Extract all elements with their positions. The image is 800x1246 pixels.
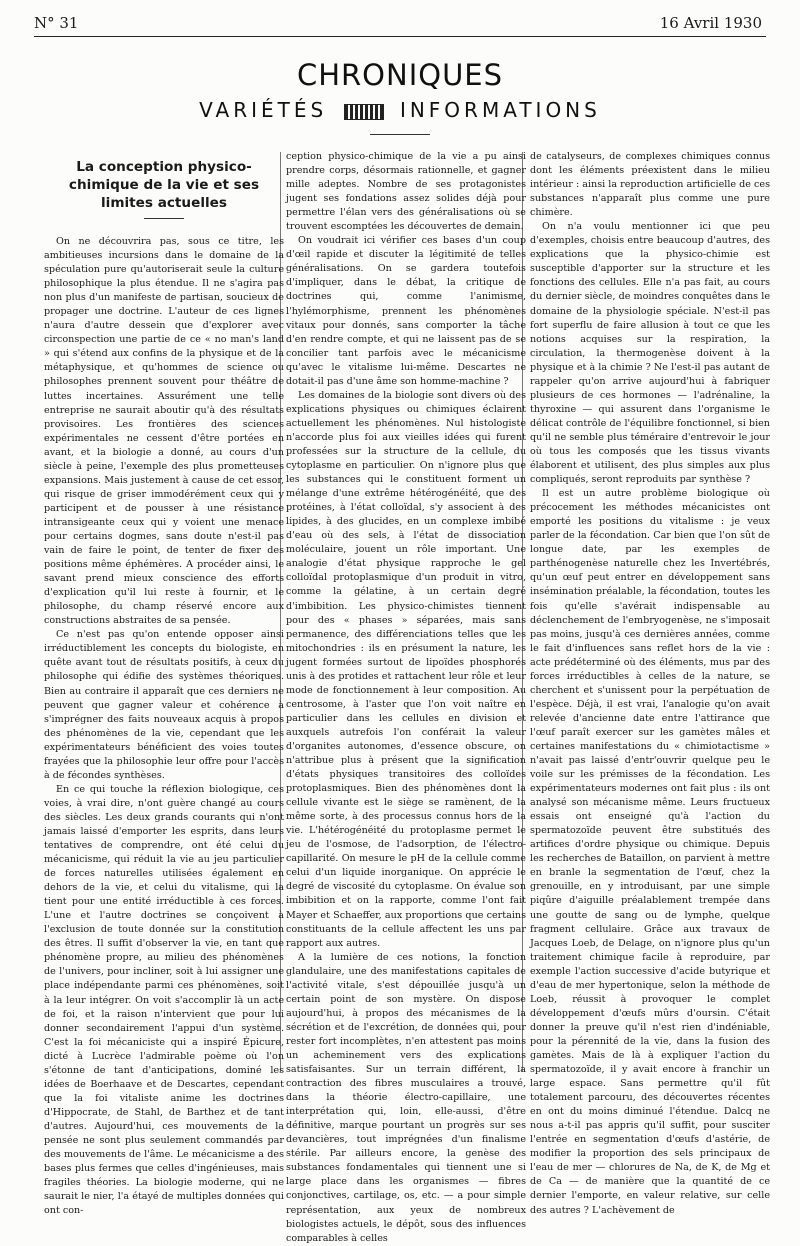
section-title: CHRONIQUES xyxy=(296,58,504,92)
paragraph: On n'a voulu mentionner ici que peu d'exemples, choisis entre beaucoup d'autres, des explications que la physico-chimie est susceptible d'apporter sur la structure et les fonctions des cellules. Elle n'a pas fait, au cours du dernier siècle, de moindres conquêtes dans le domaine de la physiologie spéciale. N'est-il pas fort superflu de faire allusion à tout ce que les notions acquises sur la respiration, la circulation, la thermogenèse doivent à la physique et à la chimie ? Ne l'est-il pas autant de rappeler qu'on arrive aujourd'hui à fabriquer plusieurs de ces hormones — l'adrénaline, la thyroxine — qui assurent dans l'organisme le délicat contrôle de l'équilibre fonctionnel, si bien qu'il ne semble plus téméraire d'entrevoir le jour où tous les composés que les tissus vivants élaborent et utilisent, des plus simples aux plus compliqués, seront reproduits par synthèse ? xyxy=(530,221,770,486)
issue-number: N° 31 xyxy=(34,14,79,32)
section-subtitle xyxy=(0,98,800,122)
header-rule xyxy=(34,36,766,37)
paragraph: A la lumière de ces notions, la fonction glandulaire, une des manifestations capitales de l'activité vitale, s'est dépouillée jusqu'à un certain point de son mystère. On dispose aujourd'hui, à propos des mécanismes de la sécrétion et de l'excrétion, de données qui, pour rester fort incomplètes, n'en attestent pas moins un acheminement vers des explications satisfaisantes. Sur un terrain différent, la contraction des fibres musculaires a trouvé, dans la théorie électro-capillaire, une interprétation qui, loin, elle-aussi, d'être définitive, marque pourtant un progrès sur ses devancières, tout imprégnées d'un finalisme stérile. Par ailleurs encore, la genèse des substances fondamentales qui tiennent une si large place dans les organismes — fibres conjonctives, cartilage, os, etc. — a pour simple représentation, aux yeux de nombreux biologistes actuels, le dépôt, sous des influences comparables à celles xyxy=(286,951,526,1244)
paragraph: On ne découvrira pas, sous ce titre, les ambitieuses incursions dans le domaine de la spéculation pure qu'autoriserait seule la culture philosophique la plus étendue. Il ne s'agira pas non plus d'un manifeste de partisan, soucieux de propager une doctrine. L'auteur de ces lignes n'aura d'autre dessein que d'explorer avec circonspection une partie de ce « no man's land » qui s'étend aux confins de la physique et de la métaphysique, et qu'hommes de science ou philosophes prennent souvent pour théâtre de luttes incertaines. Assurément une telle entreprise ne saurait aboutir qu'à des résultats provisoires. Les frontières des sciences expérimentales ne cessent d'être portées en avant, et la biologie a donné, au cours d'un siècle à peine, l'exemple des plus prometteuses expansions. Mais justement à cause de cet essor, qui risque de griser immodérément ceux qui y participent et de pousser à une résistance intransigeante ceux qui y voient une menace pour certains dogmes, sans doute n'est-il pas vain de faire le point, de tenter de fixer des positions même éphémères. A procéder ainsi, le savant prend mieux conscience des efforts d'explication qu'il lui reste à fournir, et le philosophe, du champ réservé encore aux constructions abstraites de sa pensée. xyxy=(44,236,284,627)
title-rule xyxy=(370,134,430,135)
paragraph: En ce qui touche la réflexion biologique, ces voies, à vrai dire, n'ont guère changé au cours des siècles. Les deux grands courants qui n'ont jamais laissé d'emporter les esprits, dans leurs tentatives de comprendre, ont été celui du mécanicisme, qui réduit la vie au jeu particulier de forces naturelles utilisées également en dehors de la vie, et celui du vitalisme, qui la tient pour une entité irréductible à ces forces. L'une et l'autre doctrines se conçoivent à l'exclusion de toute donnée sur la constitution des êtres. Il suffit d'observer la vie, en tant que phénomène propre, au milieu des phénomènes de l'univers, pour incliner, soit à lui assigner une place indépendante parmi ces phénomènes, soit à la leur intégrer. On voit s'accomplir là un acte de foi, et la raison n'intervient que pour lui donner secondairement l'appui d'un système. C'est la foi mécaniciste qui a inspiré Épicure, dicté à Lucrèce l'admirable poème où l'on s'étonne de tant d'anticipations, dominé les idées de Boerhaave et de Descartes, cependant que la foi vitaliste anime les doctrines d'Hippocrate, de Stahl, de Barthez et de tant d'autres. Aujourd'hui, ces mouvements de la pensée ne sont plus seulement commandés par des mouvements de l'âme. Le mécanicisme a des bases plus fermes que celles d'ingénieuses, mais fragiles théories. La biologie moderne, qui ne saurait le nier, l'a étayé de multiples données qui ont con- xyxy=(44,783,284,1217)
article-title: La conception physico-chimique de la vie et ses limites actuelles xyxy=(68,159,260,211)
ornament-icon xyxy=(344,104,384,120)
issue-date: 16 Avril 1930 xyxy=(659,14,762,32)
paragraph: ception physico-chimique de la vie a pu ainsi prendre corps, désormais rationnelle, et gagner mille adeptes. Nombre de ses protagonistes jugent ses fondations assez solides déjà pour permettre l'élan vers des généralisations où se trouvent escomptées les découvertes de demain. xyxy=(286,151,526,233)
paragraph: Ce n'est pas qu'on entende opposer ainsi irréductiblement les concepts du biologiste, en quête avant tout de résultats positifs, à ceux du philosophe qui édifie des systèmes théoriques. Bien au contraire il apparaît que ces derniers ne peuvent que gagner valeur et cohérence à s'imprégner des faits nouveaux acquis à propos des phénomènes de la vie, cependant que les expérimentateurs bénéficient des voies toutes frayées que la philosophie leur offre pour l'accès à de fécondes synthèses. xyxy=(44,629,284,781)
article-title-rule xyxy=(144,218,184,219)
paragraph: Il est un autre problème biologique où précocement les méthodes mécanicistes ont emporté les positions du vitalisme : je veux parler de la fécondation. Car bien que l'on sût de longue date, par les exemples de parthénogenèse naturelle chez les Invertébrés, qu'un œuf peut entrer en développement sans insémination préalable, la fécondation, toutes les fois qu'elle s'avérait indispensable au déclenchement de l'embryogenèse, ne s'imposait pas moins, jusqu'à ces dernières années, comme le fait d'influences sans reflet hors de la vie : acte prédéterminé où des éléments, mus par des forces irréductibles à celles de la nature, se cherchent et s'unissent pour la perpétuation de l'espèce. Déjà, il est vrai, l'analogie qu'on avait relevée d'ancienne date entre l'attirance que l'œuf paraît exercer sur les gamètes mâles et certaines manifestations du « chimiotactisme » n'avait pas laissé d'entr'ouvrir quelque peu le voile sur les prémisses de la fécondation. Les expérimentateurs modernes ont fait plus : ils ont analysé son mécanisme même. Leurs fructueux essais ont enseigné qu'à l'action du spermatozoïde peuvent être substitués des artifices d'ordre physique ou chimique. Depuis les recherches de Bataillon, on parvient à mettre en branle la segmentation de l'œuf, chez la grenouille, en y introduisant, par une simple piqûre d'aiguille préalablement trempée dans une goutte de sang ou de lymphe, quelque fragment cellulaire. Grâce aux travaux de Jacques Loeb, de Delage, on n'ignore plus qu'un traitement chimique facile à reproduire, par exemple l'action successive d'acide butyrique et d'eau de mer hypertonique, selon la méthode de Loeb, réussit à provoquer le complet développement d'œufs mûrs d'oursin. C'était donner la preuve qu'il n'est rien d'indéniable, pour la pérennité de la vie, dans la fusion des gamètes. Mais de là à expliquer l'action du spermatozoïde, il y avait encore à franchir un large espace. Sans permettre qu'il fût totalement parcouru, des découvertes récentes en ont du moins diminué l'étendue. Dalcq ne nous a-t-il pas appris qu'il suffit, pour susciter l'entrée en segmentation d'œufs d'astérie, de modifier la proportion des sels principaux de l'eau de mer — chlorures de Na, de K, de Mg et de Ca — de manière que la quantité de ce dernier l'emporte, en valeur relative, sur celle des autres ? L'achèvement de xyxy=(530,488,770,1216)
article-column-2 xyxy=(286,150,526,1244)
article-column-3 xyxy=(530,150,770,1216)
section-subtitle-left: VARIÉTÉS xyxy=(199,98,328,122)
paragraph: Les domaines de la biologie sont divers où des explications physiques ou chimiques éclairent actuellement les phénomènes. Nul histologiste n'accorde plus foi aux vieilles idées qui furent professées sur la structure de la cellule, du cytoplasme en particulier. On n'ignore plus que les substances qui le constituent forment un mélange d'une extrême hétérogénéité, que des protéines, à l'état colloïdal, s'y associent à des lipides, à des glucides, en un complexe imbibé d'eau où des sels, à l'état de dissociation moléculaire, jouent un rôle important. Une analogie d'état physique rapproche le gel colloïdal protoplasmique d'un produit in vitro, comme la gélatine, à un certain degré d'imbibition. Les physico-chimistes tiennent pour des « phases » séparées, mais sans permanence, des différenciations telles que les mitochondries : ils en présument la nature, les jugent formées surtout de lipoïdes phosphorés unis à des protides et rattachent leur rôle et leur mode de fonctionnement à leur composition. Au centrosome, à l'aster que l'on voit naître en particulier dans les cellules en division et auxquels autrefois l'on conférait la valeur d'organites autonomes, d'essence obscure, on n'attribue plus à présent que la signification d'états physiques transitoires des colloïdes protoplasmiques. Bien des phénomènes dont la cellule vivante est le siège se ramènent, de la même sorte, à des processus connus hors de la vie. L'hétérogénéité du protoplasme permet le jeu de l'osmose, de l'adsorption, de l'électro-capillarité. On mesure le pH de la cellule comme celui d'un liquide inorganique. On apprécie le degré de viscosité du cytoplasme. On évalue son imbibition et on la rapporte, comme l'ont fait Mayer et Schaeffer, aux proportions que certains constituants de la cellule affectent les uns par rapport aux autres. xyxy=(286,389,526,949)
paragraph: de catalyseurs, de complexes chimiques connus dont les éléments préexistent dans le milieu intérieur : ainsi la reproduction artificielle de ces substances n'apparaît plus comme une pure chimère. xyxy=(530,151,770,219)
paragraph: On voudrait ici vérifier ces bases d'un coup d'œil rapide et discuter la légitimité de telles généralisations. On se gardera toutefois d'impliquer, dans le débat, la critique de doctrines qui, comme l'animisme, l'hylémorphisme, prennent les phénomènes vitaux pour donnés, sans comporter la tâche d'en rendre compte, et qui ne laissent pas de se concilier tant parfois avec le mécanicisme qu'avec le vitalisme lui-même. Descartes ne dotait-il pas d'une âme son homme-machine ? xyxy=(286,235,526,387)
section-subtitle-right: INFORMATIONS xyxy=(399,98,601,122)
article-column-1 xyxy=(44,150,284,1217)
